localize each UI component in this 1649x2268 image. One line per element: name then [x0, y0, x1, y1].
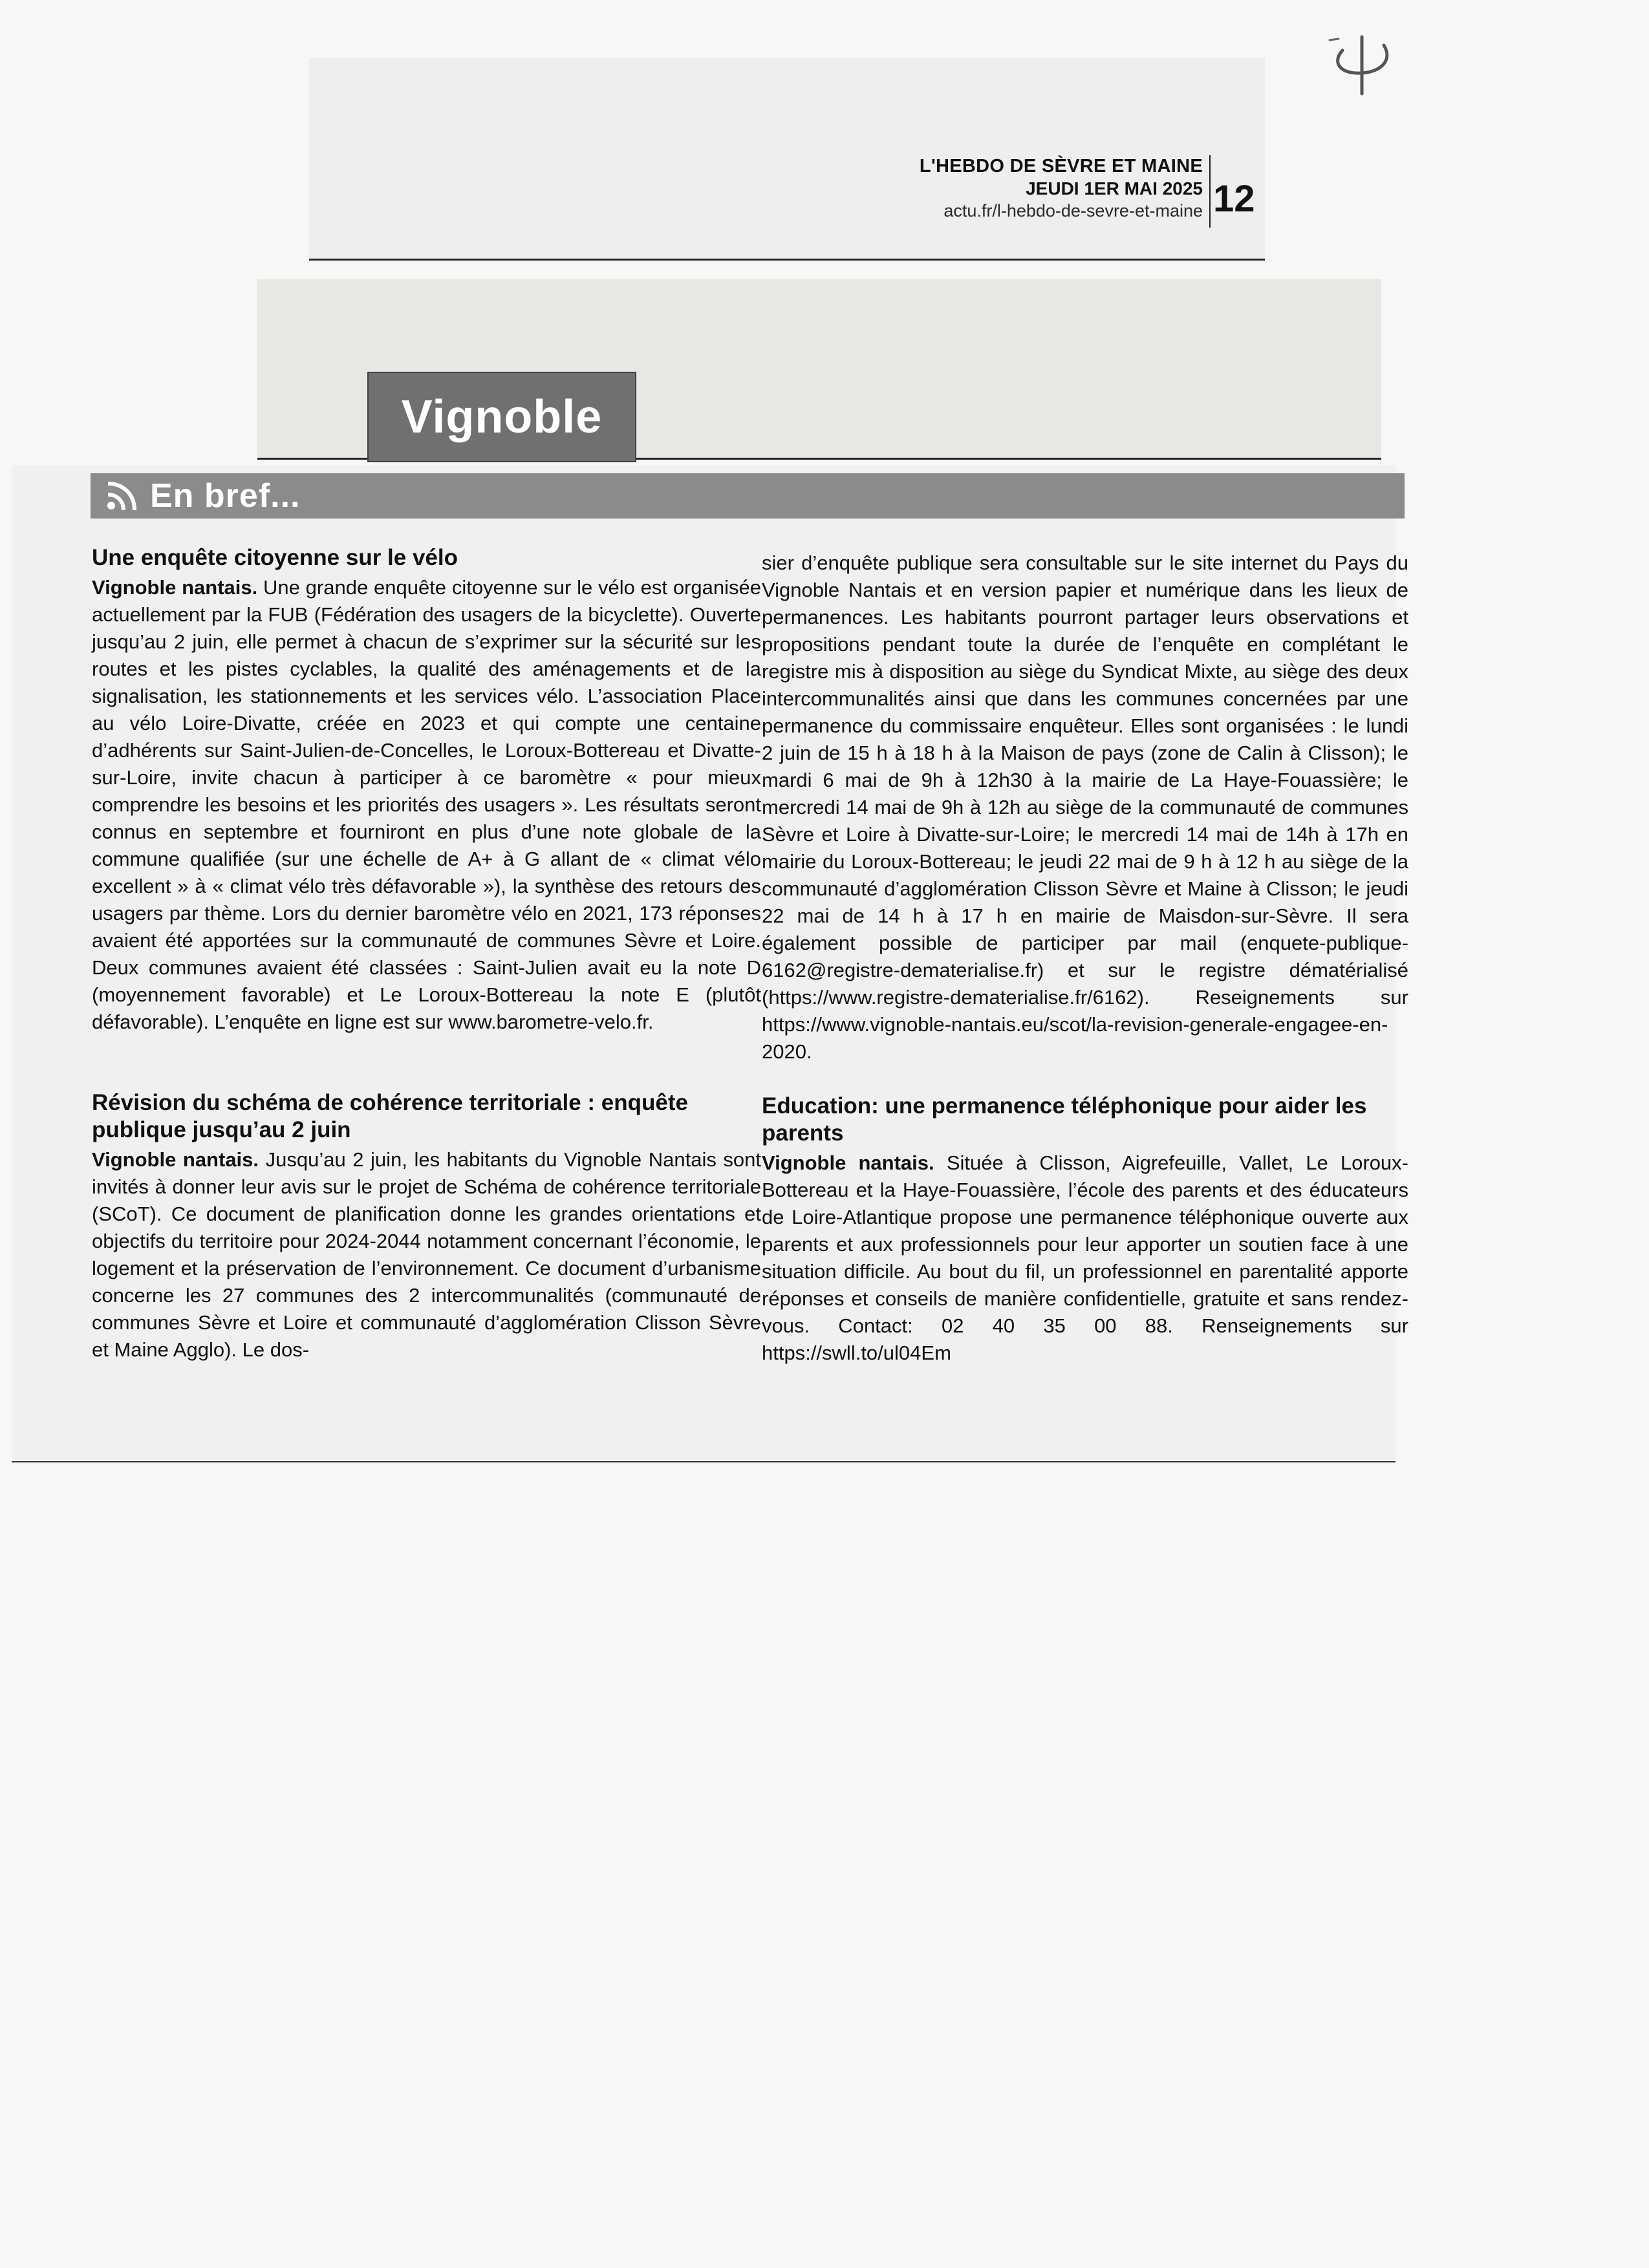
newspaper-info	[920, 155, 1203, 222]
page-number: 12	[1213, 178, 1255, 220]
newspaper-url: actu.fr/l-hebdo-de-sevre-et-maine	[943, 201, 1203, 220]
newspaper-name: L'HEBDO DE SÈVRE ET MAINE	[919, 156, 1203, 177]
brief-label: En bref...	[150, 477, 301, 515]
article-body: Jusqu’au 2 juin, les habitants du Vignoble Nantais sont invités à donner leur avis sur le projet de Schéma de cohérence territoriale (SCoT). Ce document de planification donne les grandes orientations et objectifs du territoire pour 2024-2044 notamment concernant l’économie, le logement et la préservation de l’environnement. Ce document d’urbanisme concerne les 27 communes des 2 intercommunalités (communauté de communes Sèvre et Loire et communauté d’agglomération Clisson Sèvre et Maine Agglo). Le dos-	[92, 1148, 761, 1361]
article-paragraph	[92, 1146, 761, 1364]
article-lead: Vignoble nantais.	[92, 1148, 259, 1171]
header-divider	[1209, 155, 1211, 228]
article-paragraph	[92, 574, 761, 1036]
article-territorial-scheme	[92, 1089, 761, 1364]
rss-icon	[103, 478, 141, 513]
article-title: Révision du schéma de cohérence territoriale : enquête publique jusqu’au 2 juin	[92, 1090, 688, 1142]
article-territorial-scheme-continuation	[762, 550, 1408, 1065]
newspaper-header	[905, 155, 1255, 233]
article-title: Education: une permanence téléphonique pour aider les parents	[762, 1093, 1367, 1146]
article-title: Une enquête citoyenne sur le vélo	[92, 545, 458, 570]
article-paragraph	[762, 1150, 1408, 1367]
section-title-badge: Vignoble	[367, 372, 636, 462]
article-bike-survey	[92, 544, 761, 1036]
article-body: Une grande enquête citoyenne sur le vélo est organisée actuellement par la FUB (Fédération des usagers de la bicyclette). Ouverte jusqu’au 2 juin, elle permet à chacun de s’exprimer sur la sécurité sur les routes et les pistes cyclables, la qualité des aménagements et de la signalisation, les stationnements et les services vélo. L’association Place au vélo Loire-Divatte, créée en 2023 et qui compte une centaine d’adhérents sur Saint-Julien-de-Concelles, le Loroux-Bottereau et Divatte-sur-Loire, invite chacun à participer à ce baromètre « pour mieux comprendre les besoins et les priorités des usagers ». Les résultats seront connus en septembre et fourniront en plus d’une note globale de la commune qualifiée (sur une échelle de A+ à G allant de « climat vélo excellent » à « climat vélo très défavorable »), la synthèse des retours des usagers par thème. Lors du dernier baromètre vélo en 2021, 173 réponses avaient été apportées sur la communauté de communes Sèvre et Loire. Deux communes avaient été classées : Saint-Julien avait eu la note D (moyennement favorable) et Le Loroux-Bottereau la note E (plutôt défavorable). L’enquête en ligne est sur www.barometre-velo.fr.	[92, 576, 761, 1033]
brief-section-bar	[91, 473, 1405, 519]
article-parent-helpline	[762, 1093, 1408, 1367]
article-body: Située à Clisson, Aigrefeuille, Vallet, Le Loroux-Bottereau et la Haye-Fouassière, l’école des parents et des éducateurs de Loire-Atlantique propose une permanence téléphonique ouverte aux parents et aux professionnels pour leur apporter un soutien face à une situation difficile. Au bout du fil, un professionnel en parentalité apporte réponses et conseils de manière confidentielle, gratuite et sans rendez-vous. Contact: 02 40 35 00 88. Renseignements sur https://swll.to/ul04Em	[762, 1151, 1408, 1364]
publication-date: JEUDI 1ER MAI 2025	[1026, 178, 1203, 198]
handwritten-mark-icon	[1324, 26, 1402, 97]
article-body: sier d’enquête publique sera consultable sur le site internet du Pays du Vignoble Nantais et en version papier et numérique dans les lieux de permanences. Les habitants pourront partager leurs observations et propositions pendant toute la durée de l’enquête en complétant le registre mis à disposition au siège du Syndicat Mixte, au siège des deux intercommunalités ainsi que dans les communes concernées par une permanence du commissaire enquêteur. Elles sont organisées : le lundi 2 juin de 15 h à 18 h à la Maison de pays (zone de Calin à Clisson); le mardi 6 mai de 9h à 12h30 à la mairie de La Haye-Fouassière; le mercredi 14 mai de 9h à 12h au siège de la communauté de communes Sèvre et Loire à Divatte-sur-Loire; le mercredi 14 mai de 14h à 17h en mairie du Loroux-Bottereau; le jeudi 22 mai de 9 h à 12 h au siège de la communauté d’agglomération Clisson Sèvre et Maine à Clisson; le jeudi 22 mai de 14 h à 17 h en mairie de Maisdon-sur-Sèvre. Il sera également possible de participer par mail (enquete-publique-6162@registre-dematerialise.fr) et sur le registre dématérialisé (https://www.registre-dematerialise.fr/6162). Reseignements sur https://www.vignoble-nantais.eu/scot/la-revision-generale-engagee-en-2020.	[762, 551, 1408, 1063]
article-lead: Vignoble nantais.	[762, 1151, 934, 1174]
article-lead: Vignoble nantais.	[92, 576, 258, 599]
